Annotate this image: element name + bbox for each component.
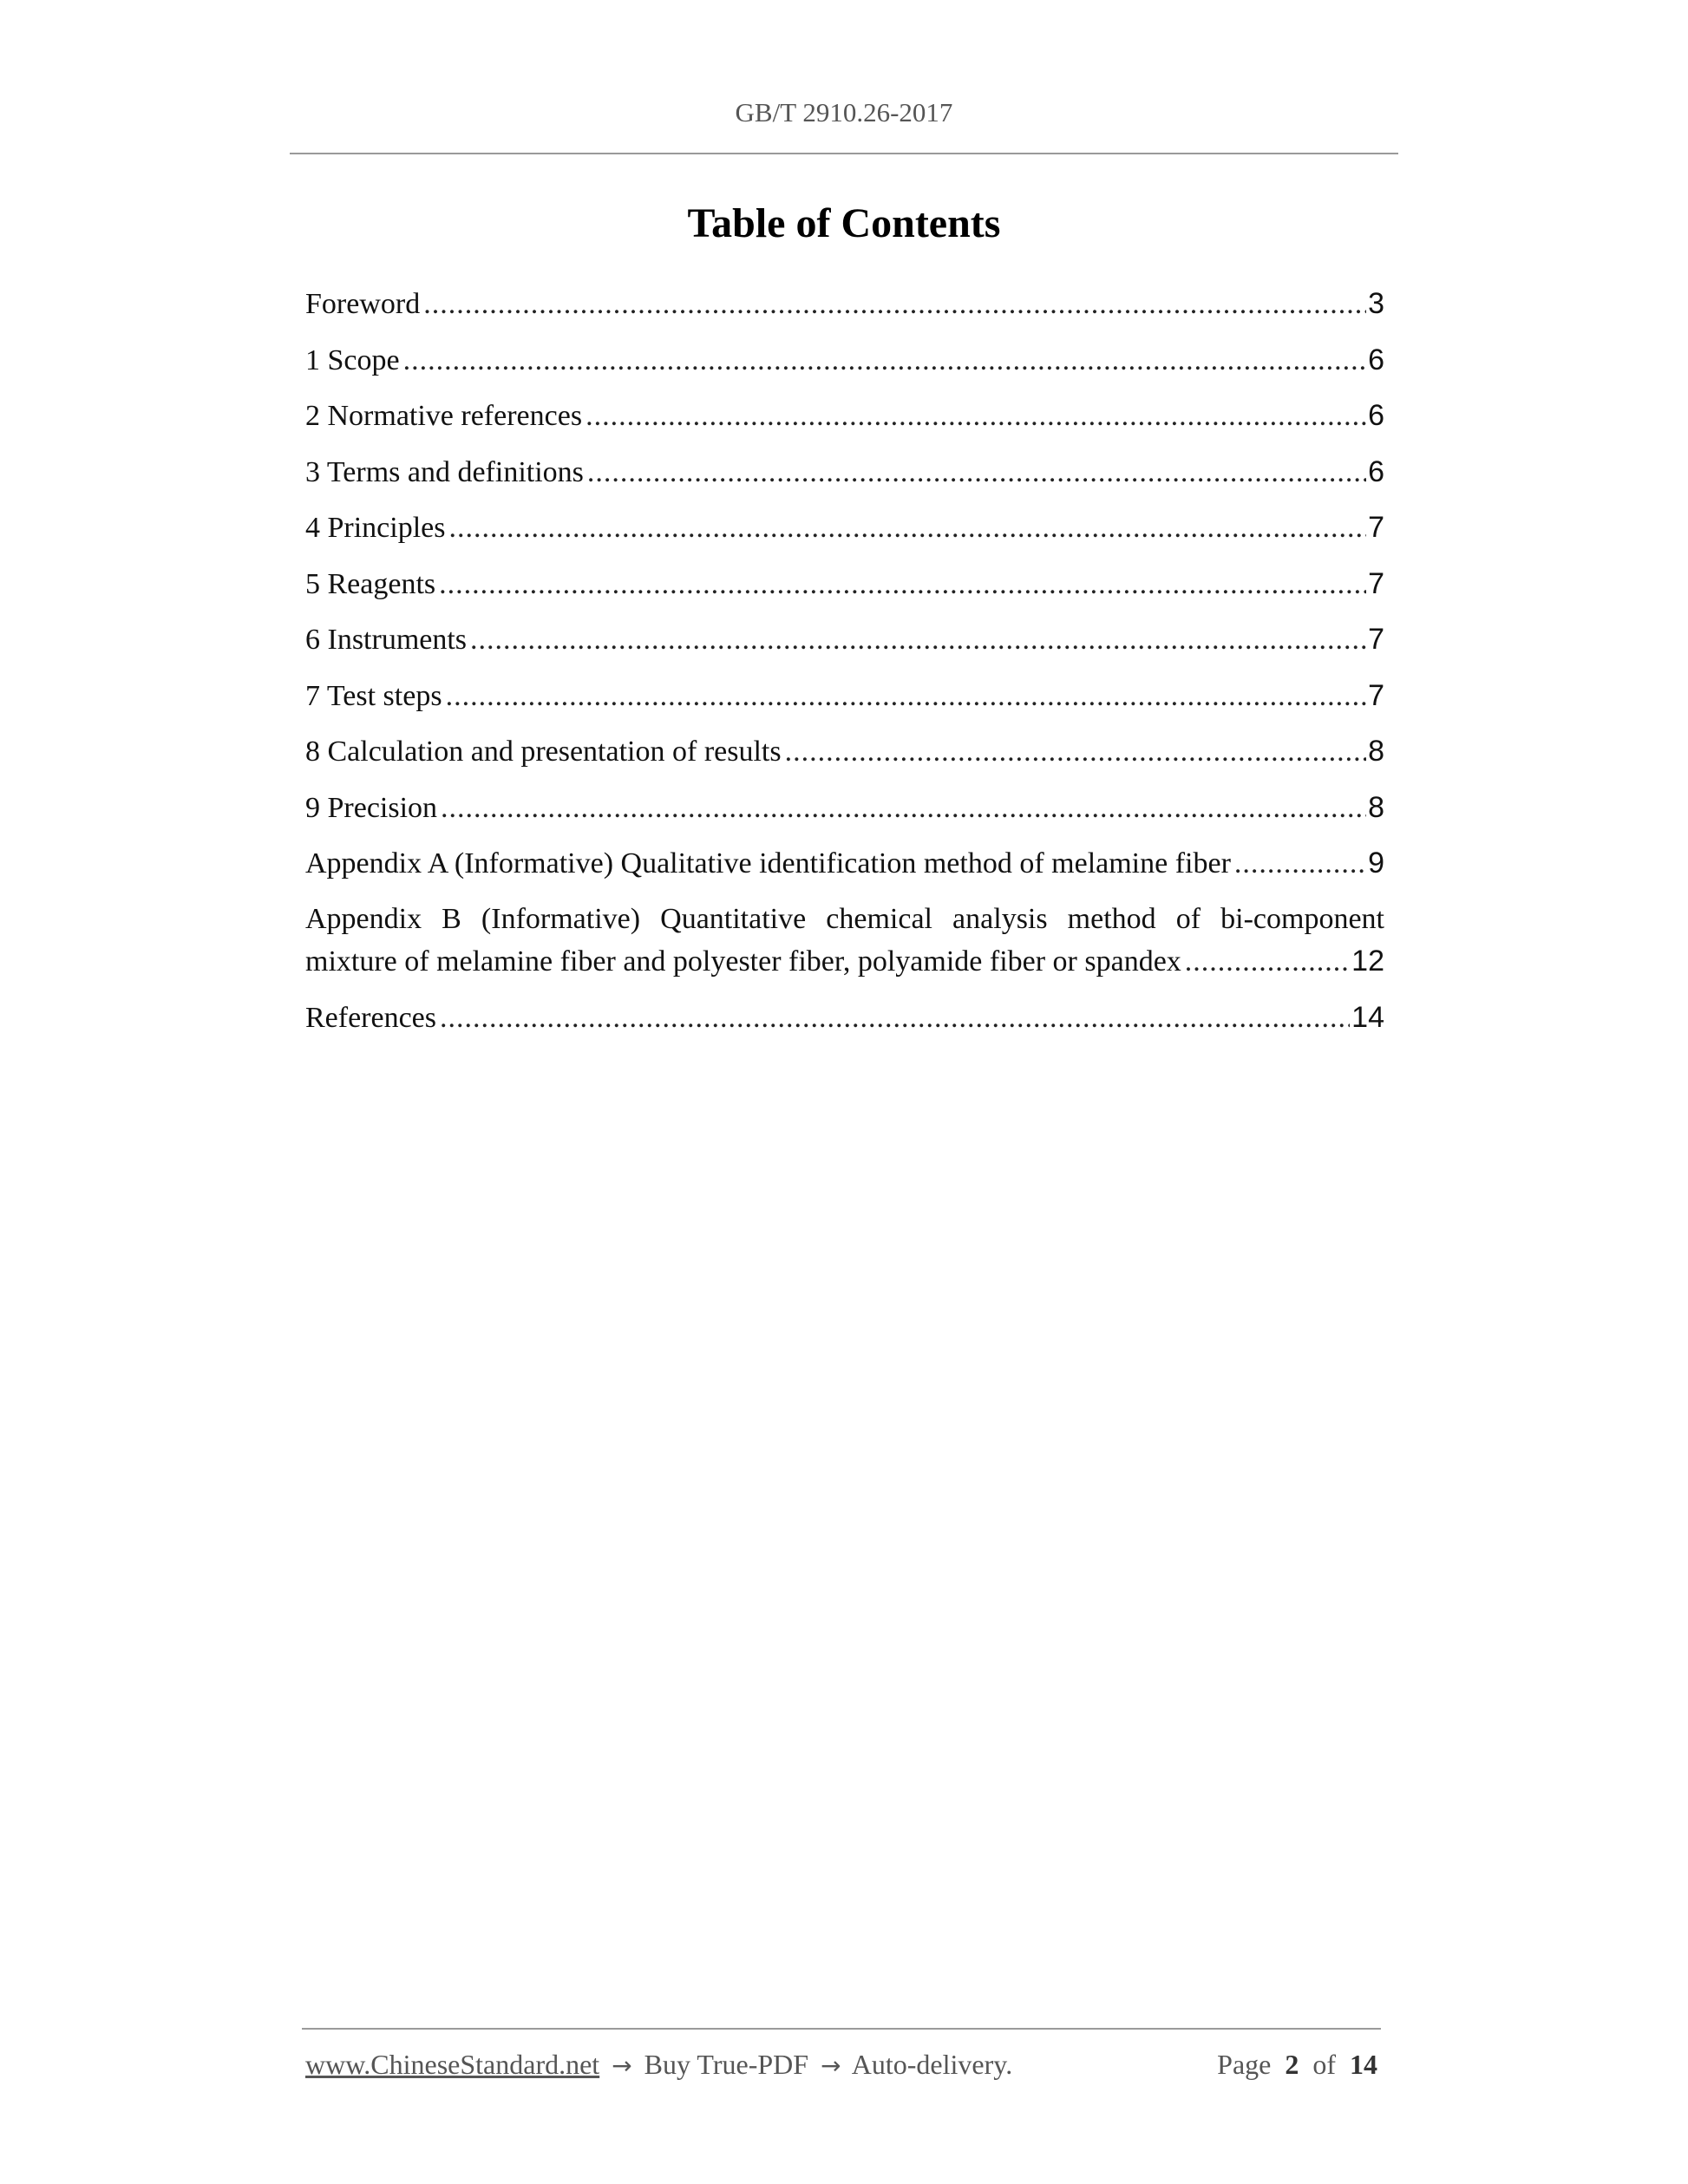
toc-entry-label: 9 Precision xyxy=(305,791,438,824)
toc-entry-normative-references[interactable] xyxy=(305,395,1384,451)
dot-leader xyxy=(440,997,1350,1039)
current-page-number: 2 xyxy=(1285,2049,1299,2080)
toc-entry-label-line2-row xyxy=(305,940,1384,983)
toc-entry-label: 7 Test steps xyxy=(305,679,442,712)
toc-page-number: 7 xyxy=(1368,511,1384,544)
toc-entry-label: 3 Terms and definitions xyxy=(305,455,584,488)
toc-entry-appendix-a[interactable] xyxy=(305,842,1384,899)
toc-entry-label: Foreword xyxy=(305,288,421,320)
toc-page-number: 6 xyxy=(1368,454,1384,488)
toc-entry-instruments[interactable] xyxy=(305,618,1384,675)
dot-leader xyxy=(1185,941,1350,983)
document-id-header: GB/T 2910.26-2017 xyxy=(735,97,953,128)
auto-delivery-text: Auto-delivery. xyxy=(851,2049,1013,2080)
toc-page-number: 8 xyxy=(1368,735,1384,768)
toc-entry-reagents[interactable] xyxy=(305,563,1384,619)
toc-page-number: 14 xyxy=(1351,1000,1384,1034)
dot-leader xyxy=(1234,843,1366,885)
toc-entry-appendix-b[interactable] xyxy=(305,899,1384,983)
site-link[interactable]: www.ChineseStandard.net xyxy=(305,2049,600,2080)
toc-page-number: 6 xyxy=(1368,399,1384,432)
toc-entry-scope[interactable] xyxy=(305,339,1384,396)
toc-page-number: 6 xyxy=(1368,343,1384,376)
toc-page-number: 3 xyxy=(1368,287,1384,320)
dot-leader xyxy=(785,731,1366,773)
total-pages-number: 14 xyxy=(1350,2049,1377,2080)
page-title: Table of Contents xyxy=(687,200,1001,246)
toc-entry-label: 5 Reagents xyxy=(305,567,436,600)
footer-divider xyxy=(302,2028,1381,2030)
dot-leader xyxy=(448,507,1366,549)
toc-page-number: 12 xyxy=(1351,944,1384,978)
toc-page-number: 9 xyxy=(1368,847,1384,879)
dot-leader xyxy=(403,340,1366,382)
toc-entry-label-line2: mixture of melamine fiber and polyester fiber, polyamide fiber or spandex xyxy=(305,945,1181,978)
toc-entry-label-line1: Appendix B (Informative) Quantitative chemical analysis method of bi-component xyxy=(305,902,1384,935)
toc-entry-label: 6 Instruments xyxy=(305,624,468,656)
dot-leader xyxy=(470,619,1366,661)
toc-entry-principles[interactable] xyxy=(305,507,1384,563)
toc-entry-foreword[interactable] xyxy=(305,283,1384,339)
toc-entry-precision[interactable] xyxy=(305,787,1384,843)
dot-leader xyxy=(587,452,1366,494)
toc-entry-label: 8 Calculation and presentation of results xyxy=(305,736,782,768)
footer-promo xyxy=(305,2049,1012,2081)
toc-entry-label: 1 Scope xyxy=(305,343,400,376)
dot-leader xyxy=(586,396,1366,437)
header-divider xyxy=(290,153,1398,154)
toc-entry-references[interactable] xyxy=(305,997,1384,1053)
toc-entry-label: Appendix A (Informative) Qualitative identification method of melamine fiber xyxy=(305,847,1231,879)
page-word: Page xyxy=(1217,2049,1272,2080)
toc-page-number: 7 xyxy=(1368,678,1384,712)
toc-page-number: 7 xyxy=(1368,566,1384,600)
dot-leader xyxy=(439,564,1366,605)
arrow-right-icon: → xyxy=(821,2051,841,2080)
dot-leader xyxy=(441,788,1366,829)
toc-entry-label: 4 Principles xyxy=(305,512,446,544)
arrow-right-icon: → xyxy=(612,2051,632,2080)
toc-entry-label: References xyxy=(305,1001,437,1034)
toc-entry-test-steps[interactable] xyxy=(305,675,1384,731)
toc-entry-calculation-and-results[interactable] xyxy=(305,730,1384,787)
toc-page-number: 7 xyxy=(1368,623,1384,656)
page-indicator xyxy=(1217,2049,1377,2081)
toc-entry-terms-and-definitions[interactable] xyxy=(305,451,1384,507)
dot-leader xyxy=(446,676,1367,717)
buy-true-pdf-text: Buy True-PDF xyxy=(644,2049,809,2080)
dot-leader xyxy=(423,284,1366,325)
of-word: of xyxy=(1312,2049,1336,2080)
toc-page-number: 8 xyxy=(1368,790,1384,824)
page-footer xyxy=(305,2049,1377,2081)
table-of-contents xyxy=(305,283,1384,1052)
toc-entry-label: 2 Normative references xyxy=(305,400,583,432)
